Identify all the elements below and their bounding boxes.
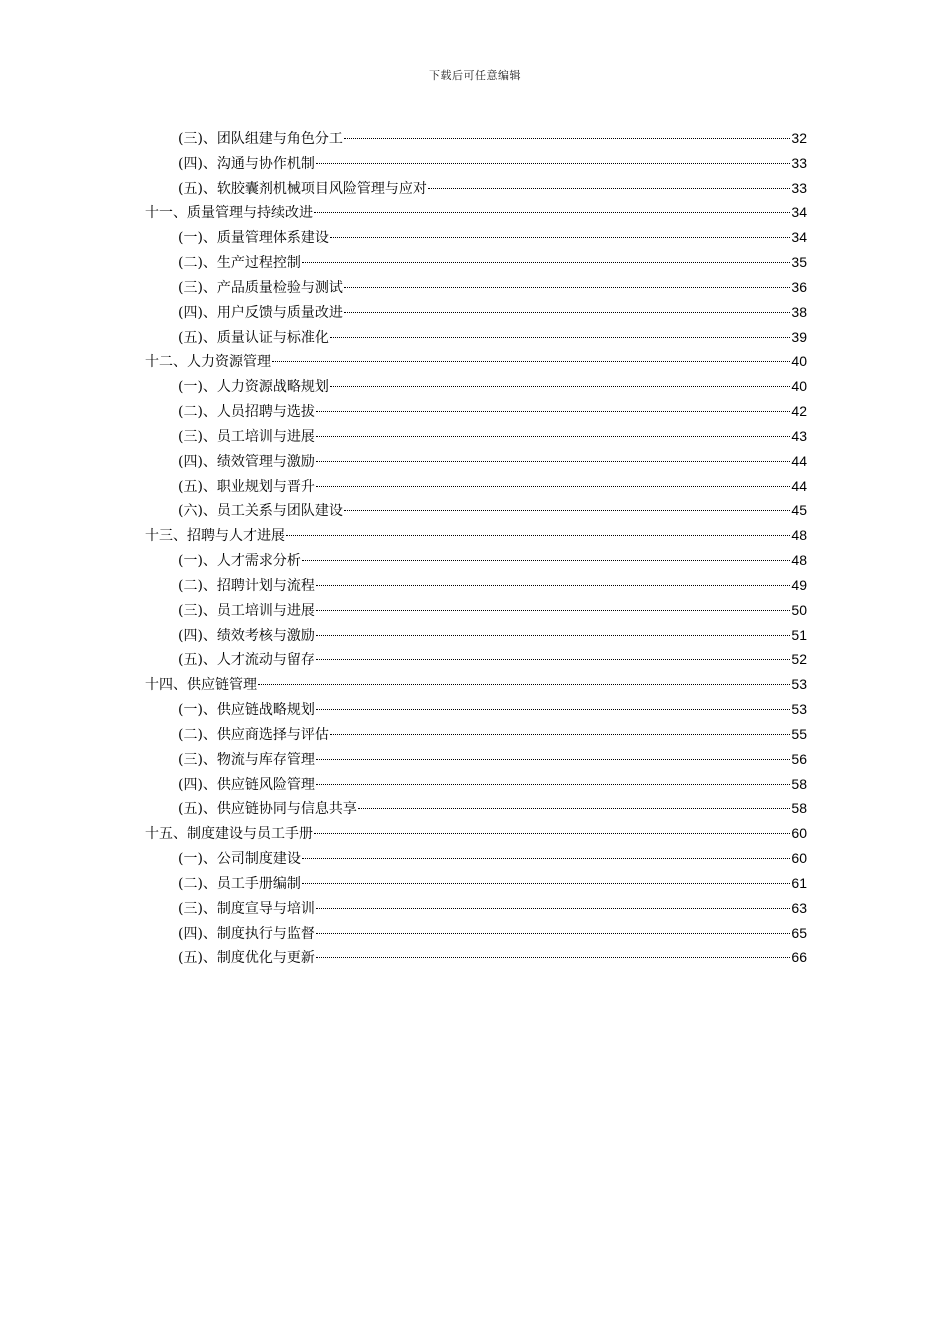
toc-section-entry[interactable] <box>145 399 807 424</box>
toc-page-number: 36 <box>791 278 807 295</box>
toc-dot-leader <box>316 957 790 958</box>
toc-section-entry[interactable] <box>145 921 807 946</box>
toc-dot-leader <box>316 436 790 437</box>
toc-section-entry[interactable] <box>145 151 807 176</box>
toc-page-number: 56 <box>791 750 807 767</box>
toc-dot-leader <box>272 361 790 362</box>
toc-entry-title: (二)、供应商选择与评估 <box>178 726 329 743</box>
toc-dot-leader <box>316 585 790 586</box>
toc-dot-leader <box>302 883 790 884</box>
toc-dot-leader <box>330 386 790 387</box>
toc-page-number: 40 <box>791 378 807 395</box>
toc-entry-title: (三)、物流与库存管理 <box>178 751 315 768</box>
toc-dot-leader <box>314 212 790 213</box>
toc-section-entry[interactable] <box>145 722 807 747</box>
toc-page-number: 61 <box>791 874 807 891</box>
toc-dot-leader <box>330 734 790 735</box>
toc-page-number: 35 <box>791 254 807 271</box>
toc-section-entry[interactable] <box>145 300 807 325</box>
toc-entry-title: 十一、质量管理与持续改进 <box>145 205 313 222</box>
toc-chapter-entry[interactable] <box>145 672 807 697</box>
toc-dot-leader <box>316 610 790 611</box>
toc-section-entry[interactable] <box>145 176 807 201</box>
toc-section-entry[interactable] <box>145 449 807 474</box>
table-of-contents <box>145 126 807 970</box>
toc-page-number: 48 <box>791 552 807 569</box>
toc-dot-leader <box>316 709 790 710</box>
toc-section-entry[interactable] <box>145 548 807 573</box>
toc-entry-title: (四)、用户反馈与质量改进 <box>178 304 343 321</box>
toc-dot-leader <box>258 684 790 685</box>
toc-page-number: 53 <box>791 701 807 718</box>
toc-page-number: 49 <box>791 576 807 593</box>
toc-dot-leader <box>344 287 790 288</box>
toc-entry-title: (四)、沟通与协作机制 <box>178 155 315 172</box>
toc-page-number: 52 <box>791 651 807 668</box>
toc-entry-title: 十四、供应链管理 <box>145 677 257 694</box>
toc-page-number: 32 <box>791 130 807 146</box>
toc-page-number: 66 <box>791 949 807 966</box>
toc-page-number: 63 <box>791 899 807 916</box>
toc-entry-title: (二)、人员招聘与选拔 <box>178 404 315 421</box>
toc-dot-leader <box>316 908 790 909</box>
toc-section-entry[interactable] <box>145 498 807 523</box>
toc-section-entry[interactable] <box>145 374 807 399</box>
toc-page-number: 48 <box>791 527 807 544</box>
toc-page-number: 38 <box>791 303 807 320</box>
toc-entry-title: (四)、供应链风险管理 <box>178 776 315 793</box>
toc-dot-leader <box>314 833 790 834</box>
toc-page-number: 58 <box>791 775 807 792</box>
toc-section-entry[interactable] <box>145 424 807 449</box>
toc-section-entry[interactable] <box>145 647 807 672</box>
toc-page-number: 55 <box>791 725 807 742</box>
toc-entry-title: (四)、绩效管理与激励 <box>178 453 315 470</box>
toc-dot-leader <box>286 535 790 536</box>
toc-chapter-entry[interactable] <box>145 200 807 225</box>
toc-page-number: 43 <box>791 427 807 444</box>
toc-dot-leader <box>330 237 790 238</box>
toc-section-entry[interactable] <box>145 474 807 499</box>
toc-entry-title: (五)、职业规划与晋升 <box>178 478 315 495</box>
toc-chapter-entry[interactable] <box>145 523 807 548</box>
toc-dot-leader <box>316 933 790 934</box>
toc-page-number: 44 <box>791 477 807 494</box>
toc-section-entry[interactable] <box>145 747 807 772</box>
toc-dot-leader <box>302 262 790 263</box>
toc-entry-title: 十三、招聘与人才进展 <box>145 528 285 545</box>
toc-entry-title: (三)、制度宣导与培训 <box>178 900 315 917</box>
toc-dot-leader <box>344 510 790 511</box>
toc-entry-title: (三)、团队组建与角色分工 <box>178 131 343 147</box>
toc-page-number: 34 <box>791 204 807 221</box>
toc-section-entry[interactable] <box>145 871 807 896</box>
toc-entry-title: (五)、供应链协同与信息共享 <box>178 801 357 818</box>
toc-page-number: 42 <box>791 403 807 420</box>
toc-entry-title: (一)、质量管理体系建设 <box>178 230 329 247</box>
toc-page-number: 60 <box>791 850 807 867</box>
toc-dot-leader <box>316 659 790 660</box>
toc-page-number: 33 <box>791 154 807 171</box>
toc-section-entry[interactable] <box>145 896 807 921</box>
toc-page-number: 44 <box>791 452 807 469</box>
toc-dot-leader <box>302 560 790 561</box>
toc-page-number: 65 <box>791 924 807 941</box>
toc-section-entry[interactable] <box>145 697 807 722</box>
toc-section-entry[interactable] <box>145 598 807 623</box>
toc-entry-title: (二)、招聘计划与流程 <box>178 577 315 594</box>
toc-dot-leader <box>344 138 790 139</box>
toc-chapter-entry[interactable] <box>145 349 807 374</box>
toc-dot-leader <box>316 461 790 462</box>
toc-dot-leader <box>316 486 790 487</box>
toc-entry-title: 十五、制度建设与员工手册 <box>145 826 313 843</box>
toc-entry-title: (一)、人才需求分析 <box>178 553 301 570</box>
toc-entry-title: (二)、生产过程控制 <box>178 255 301 272</box>
toc-entry-title: (五)、制度优化与更新 <box>178 950 315 967</box>
toc-entry-title: (三)、员工培训与进展 <box>178 602 315 619</box>
toc-dot-leader <box>316 411 790 412</box>
toc-dot-leader <box>316 163 790 164</box>
toc-dot-leader <box>316 784 790 785</box>
toc-entry-title: (一)、公司制度建设 <box>178 851 301 868</box>
toc-page-number: 45 <box>791 502 807 519</box>
toc-section-entry[interactable] <box>145 623 807 648</box>
toc-section-entry[interactable] <box>145 945 807 970</box>
toc-entry-title: (六)、员工关系与团队建设 <box>178 503 343 520</box>
toc-entry-title: (五)、人才流动与留存 <box>178 652 315 669</box>
toc-entry-title: (一)、人力资源战略规划 <box>178 379 329 396</box>
toc-entry-title: (四)、制度执行与监督 <box>178 925 315 942</box>
toc-chapter-entry[interactable] <box>145 821 807 846</box>
toc-dot-leader <box>428 188 790 189</box>
toc-section-entry[interactable] <box>145 573 807 598</box>
toc-dot-leader <box>316 635 790 636</box>
toc-page-number: 39 <box>791 328 807 345</box>
toc-section-entry[interactable] <box>145 275 807 300</box>
toc-section-entry[interactable] <box>145 126 807 151</box>
toc-entry-title: (五)、软胶囊剂机械项目风险管理与应对 <box>178 180 427 197</box>
toc-entry-title: (三)、产品质量检验与测试 <box>178 279 343 296</box>
toc-page-number: 51 <box>791 626 807 643</box>
toc-page-number: 58 <box>791 800 807 817</box>
toc-entry-title: (一)、供应链战略规划 <box>178 702 315 719</box>
toc-entry-title: 十二、人力资源管理 <box>145 354 271 371</box>
toc-section-entry[interactable] <box>145 772 807 797</box>
toc-entry-title: (四)、绩效考核与激励 <box>178 627 315 644</box>
toc-entry-title: (三)、员工培训与进展 <box>178 428 315 445</box>
toc-dot-leader <box>358 808 790 809</box>
toc-section-entry[interactable] <box>145 250 807 275</box>
toc-dot-leader <box>344 312 790 313</box>
toc-section-entry[interactable] <box>145 796 807 821</box>
page-header: 下载后可任意编辑 <box>429 69 521 82</box>
toc-section-entry[interactable] <box>145 225 807 250</box>
toc-page-number: 50 <box>791 601 807 618</box>
toc-page-number: 34 <box>791 229 807 246</box>
toc-page-number: 40 <box>791 353 807 370</box>
toc-section-entry[interactable] <box>145 846 807 871</box>
toc-page-number: 60 <box>791 825 807 842</box>
toc-dot-leader <box>302 858 790 859</box>
toc-page-number: 53 <box>791 676 807 693</box>
toc-page-number: 33 <box>791 179 807 196</box>
toc-entry-title: (二)、员工手册编制 <box>178 875 301 892</box>
toc-dot-leader <box>316 759 790 760</box>
toc-dot-leader <box>330 337 790 338</box>
toc-entry-title: (五)、质量认证与标准化 <box>178 329 329 346</box>
toc-section-entry[interactable] <box>145 325 807 350</box>
